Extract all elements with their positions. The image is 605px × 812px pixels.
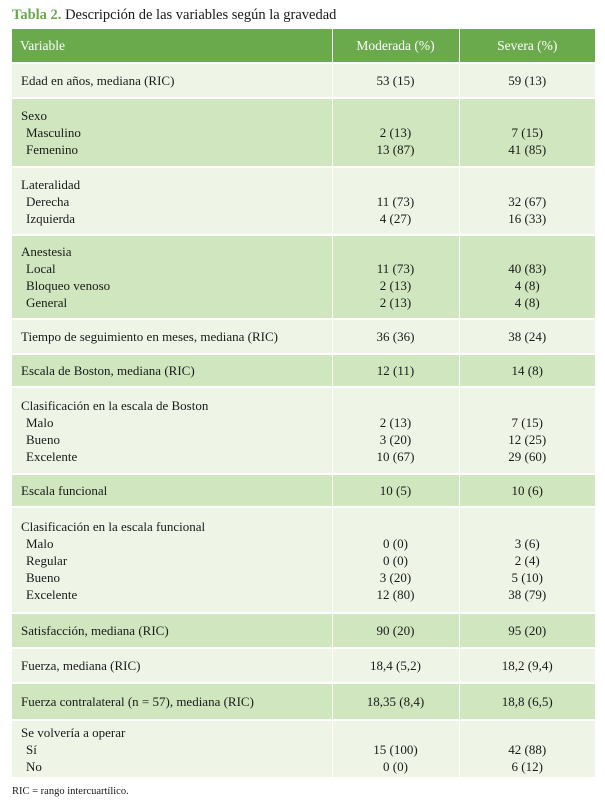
value-text [460,243,596,260]
moderada-cell [332,648,459,683]
category-label: Bueno [26,569,60,585]
value-text: 95 (20) [508,623,547,638]
table-row [12,354,595,387]
value-text [460,176,596,193]
moderada-cell [332,235,459,319]
category-label: No [26,758,42,774]
value-text: 2 (4) [514,552,540,568]
value-text: 15 (100) [373,741,418,757]
table-body [12,63,595,777]
moderada-cell [332,507,459,613]
value-text: 5 (10) [511,569,543,585]
value-text: 18,8 (6,5) [501,694,553,709]
value-text: 7 (15) [511,125,543,140]
value-text [460,397,596,414]
value-text [460,107,596,124]
severa-cell [459,507,595,613]
variable-label: Lateralidad [21,176,81,192]
value-text: 3 (20) [379,569,412,585]
value-text [333,518,459,535]
value-text: 4 (27) [379,210,412,226]
value-text: 0 (0) [383,552,408,568]
moderada-cell [332,613,459,648]
moderada-cell [332,167,459,235]
value-text: 4 (8) [514,278,540,293]
severa-cell [459,63,595,98]
table-caption [12,6,336,24]
variable-label: Edad en años, mediana (RIC) [21,73,175,88]
value-text: 2 (13) [379,125,412,140]
value-text [460,518,596,535]
category-label: Izquierda [26,210,76,226]
variable-cell [12,720,332,777]
category-label: Femenino [26,142,78,157]
severa-cell [459,613,595,648]
severa-cell [459,354,595,387]
value-text: 3 (20) [379,431,412,447]
value-text: 2 (13) [379,414,412,430]
table-row [12,63,595,98]
table-row [12,319,595,354]
value-text: 59 (13) [508,73,547,88]
table-footnote: RIC = rango intercuartílico. [12,786,129,797]
severa-cell [459,474,595,507]
value-text: 29 (60) [508,448,547,464]
value-text [333,724,459,741]
header-severa: Severa (%) [459,29,595,63]
variable-label: Tiempo de seguimiento en meses, mediana (RIC) [21,329,278,344]
severa-cell [459,235,595,319]
value-text: 6 (12) [511,758,543,774]
moderada-cell [332,98,459,167]
table-row [12,648,595,683]
category-label: Excelente [26,448,78,464]
moderada-cell [332,720,459,777]
value-text: 2 (13) [379,295,412,310]
variable-label: Escala funcional [21,483,108,498]
variable-cell [12,167,332,235]
value-text: 14 (8) [511,363,543,378]
header-variable: Variable [12,29,332,63]
value-text: 11 (73) [376,261,415,276]
value-text: 12 (80) [376,586,415,602]
variable-cell [12,354,332,387]
category-label: Masculino [26,125,81,140]
variable-label: Escala de Boston, mediana (RIC) [21,363,195,378]
category-label: Malo [26,414,54,430]
value-text: 36 (36) [376,329,415,344]
value-text: 10 (6) [511,483,543,498]
variable-label: Clasificación en la escala funcional [21,518,206,534]
value-text: 13 (87) [376,142,415,157]
category-label: Malo [26,535,54,551]
variables-table [12,29,595,777]
value-text: 40 (83) [508,261,547,276]
variable-cell [12,648,332,683]
value-text: 10 (67) [376,448,415,464]
variable-cell [12,98,332,167]
value-text: 12 (25) [508,431,547,447]
value-text: 32 (67) [508,193,547,209]
severa-cell [459,167,595,235]
variable-cell [12,319,332,354]
category-label: Bueno [26,431,60,447]
moderada-cell [332,683,459,720]
value-text: 16 (33) [508,210,547,226]
variable-cell [12,235,332,319]
header-moderada: Moderada (%) [332,29,459,63]
value-text: 53 (15) [376,73,415,88]
table-row [12,167,595,235]
value-text: 11 (73) [376,193,415,209]
value-text: 7 (15) [511,414,543,430]
value-text: 42 (88) [508,741,547,757]
value-text [333,107,459,124]
moderada-cell [332,63,459,98]
severa-cell [459,683,595,720]
variable-label: Fuerza contralateral (n = 57), mediana (RIC) [21,694,254,709]
category-label: Derecha [26,193,70,209]
category-label: Excelente [26,586,78,602]
severa-cell [459,720,595,777]
value-text: 2 (13) [379,278,412,293]
table-label: Tabla 2. [12,7,62,23]
value-text: 0 (0) [383,535,408,551]
value-text: 18,35 (8,4) [366,694,425,709]
table-row [12,235,595,319]
variable-cell [12,63,332,98]
moderada-cell [332,387,459,474]
variable-label: Fuerza, mediana (RIC) [21,658,141,673]
value-text: 12 (11) [376,363,415,378]
value-text: 4 (8) [514,295,540,310]
variable-cell [12,387,332,474]
variable-cell [12,507,332,613]
value-text: 3 (6) [514,535,540,551]
table-row [12,683,595,720]
variable-cell [12,474,332,507]
value-text: 18,4 (5,2) [370,658,421,673]
table-row [12,474,595,507]
category-label: Sí [26,741,37,757]
category-label: Regular [26,552,68,568]
header-row [12,29,595,63]
value-text [333,397,459,414]
severa-cell [459,319,595,354]
table-row [12,720,595,777]
value-text: 18,2 (9,4) [501,658,553,673]
value-text [333,243,459,260]
table-row [12,387,595,474]
variable-label: Clasificación en la escala de Boston [21,397,209,413]
severa-cell [459,648,595,683]
severa-cell [459,387,595,474]
severa-cell [459,98,595,167]
table-row [12,98,595,167]
variable-label: Sexo [21,108,47,123]
value-text: 0 (0) [383,758,408,774]
value-text: 38 (79) [508,586,547,602]
variable-cell [12,683,332,720]
variable-label: Satisfacción, mediana (RIC) [21,623,169,638]
value-text: 90 (20) [376,623,415,638]
moderada-cell [332,319,459,354]
table-row [12,613,595,648]
variable-cell [12,613,332,648]
category-label: Bloqueo venoso [26,278,111,293]
variable-label: Se volvería a operar [21,724,126,740]
value-text [460,724,596,741]
table-row [12,507,595,613]
value-text: 41 (85) [508,142,547,157]
value-text: 10 (5) [379,483,412,498]
moderada-cell [332,354,459,387]
table-title: Descripción de las variables según la gravedad [65,7,337,23]
value-text [333,176,459,193]
value-text: 38 (24) [508,329,547,344]
moderada-cell [332,474,459,507]
category-label: General [26,295,68,310]
variable-label: Anestesia [21,244,72,259]
category-label: Local [26,261,56,276]
